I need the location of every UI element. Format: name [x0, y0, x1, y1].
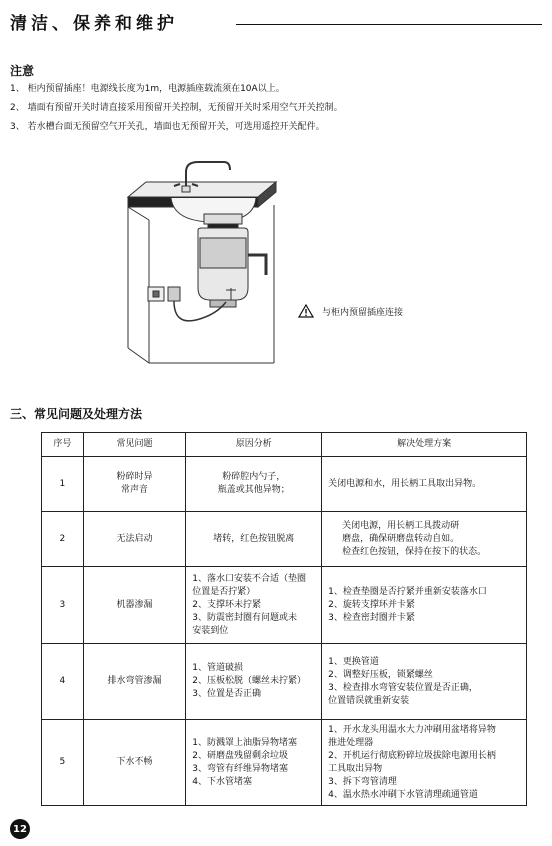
cell-no: 4 — [42, 644, 84, 720]
cause-line: 2、压板松脱（螺丝未拧紧） — [192, 676, 306, 686]
solution-line: 3、检查密封圈并卡紧 — [328, 612, 415, 623]
table-row — [42, 512, 527, 567]
notice-item-2: 2、 墙面有预留开关时请直接采用预留开关控制，无预留开关时采用空气开关控制。 — [10, 103, 343, 113]
table-row — [42, 457, 527, 512]
table-row — [42, 644, 527, 720]
problem-line: 无法启动 — [116, 533, 153, 544]
solution-line: 2、开机运行彻底粉碎垃圾拔除电源用长柄 — [328, 750, 496, 761]
solution-line: 关闭电源和水，用长柄工具取出异物。 — [328, 478, 482, 489]
cell-solution — [322, 720, 527, 806]
solution-line: 位置错误就重新安装 — [328, 695, 410, 706]
warning-triangle-icon — [298, 304, 314, 318]
problem-line: 常声音 — [121, 485, 149, 495]
cause-line: 3、位置是否正确 — [192, 689, 261, 699]
problem-line: 排水弯管渗漏 — [107, 676, 162, 686]
cell-problem — [83, 644, 185, 720]
installation-illustration — [126, 150, 291, 375]
table-row — [42, 720, 527, 806]
cell-problem — [83, 720, 185, 806]
table-row — [42, 567, 527, 644]
cell-no: 5 — [42, 720, 84, 806]
cause-line: 3、弯管有纤维异物堵塞 — [192, 763, 288, 774]
problem-line: 机器渗漏 — [116, 599, 153, 610]
notice-item-3: 3、 若水槽台面无预留空气开关孔，墙面也无预留开关，可选用遥控开关配件。 — [10, 122, 325, 132]
cause-line: 粉碎腔内勺子， — [222, 472, 286, 482]
solution-line: 磨盘，确保研磨盘转动自如。 — [342, 533, 460, 544]
notice-item-1: 1、 柜内预留插座！电源线长度为1m，电源插座载流须在10A以上。 — [10, 84, 285, 94]
cause-line: 安装到位 — [192, 625, 229, 636]
solution-line: 3、检查排水弯管安装位置是否正确， — [328, 682, 478, 693]
section-heading-troubleshooting: 三、常见问题及处理方法 — [10, 407, 143, 421]
page-number-badge: 12 — [10, 819, 30, 839]
cell-solution — [322, 512, 527, 567]
cell-problem — [83, 567, 185, 644]
title-rule — [236, 24, 542, 25]
cause-line: 瓶盖或其他异物； — [217, 485, 290, 495]
cause-line: 堵转，红色按钮脱离 — [213, 533, 295, 544]
solution-line: 关闭电源，用长柄工具拨动研 — [342, 520, 460, 531]
cell-problem — [83, 512, 185, 567]
cell-solution — [322, 457, 527, 512]
solution-line: 检查红色按钮，保持在按下的状态。 — [342, 546, 487, 557]
table-header-row — [42, 433, 527, 457]
cause-line: 1、落水口安装不合适（垫圈 — [192, 573, 306, 584]
cell-solution — [322, 567, 527, 644]
cause-line: 4、下水管堵塞 — [192, 776, 252, 787]
cell-solution — [322, 644, 527, 720]
cell-cause — [186, 457, 322, 512]
solution-line: 2、调整好压板，锁紧螺丝 — [328, 669, 433, 680]
cause-line: 1、管道破损 — [192, 663, 243, 673]
figure-caption — [298, 304, 403, 318]
solution-line: 3、拆下弯管清理 — [328, 776, 397, 787]
cell-cause — [186, 644, 322, 720]
solution-line: 工具取出异物 — [328, 763, 383, 774]
cell-problem — [83, 457, 185, 512]
header-solution: 解决处理方案 — [322, 433, 527, 457]
notice-heading: 注意 — [10, 64, 35, 78]
solution-line: 4、温水热水冲刷下水管清理疏通管道 — [328, 789, 478, 800]
cell-cause — [186, 567, 322, 644]
problem-line: 下水不畅 — [116, 757, 153, 767]
header-problem: 常见问题 — [83, 433, 185, 457]
solution-line: 1、开水龙头用温水大力冲刷用盆堵将异物 — [328, 724, 496, 735]
solution-line: 推进处理器 — [328, 737, 374, 748]
header-no: 序号 — [42, 433, 84, 457]
cell-no: 2 — [42, 512, 84, 567]
solution-line: 1、更换管道 — [328, 656, 379, 667]
cell-cause — [186, 512, 322, 567]
problem-line: 粉碎时异 — [116, 472, 153, 482]
cause-line: 2、支撑环未拧紧 — [192, 599, 261, 610]
troubleshooting-table — [41, 432, 527, 806]
cause-line: 3、防震密封圈有问题或未 — [192, 612, 297, 623]
solution-line: 1、检查垫圈是否拧紧并重新安装落水口 — [328, 586, 487, 597]
cause-line: 2、研磨盘残留剩余垃圾 — [192, 750, 288, 761]
page-title: 清洁、保养和维护 — [10, 14, 178, 34]
cell-no: 3 — [42, 567, 84, 644]
cause-line: 位置是否拧紧） — [192, 586, 256, 597]
header-cause: 原因分析 — [186, 433, 322, 457]
solution-line: 2、旋转支撑环并卡紧 — [328, 599, 415, 610]
cell-cause — [186, 720, 322, 806]
cause-line: 1、防溅罩上油脂异物堵塞 — [192, 737, 297, 748]
notice-list — [10, 80, 343, 137]
caption-text: 与柜内预留插座连接 — [322, 307, 404, 318]
cell-no: 1 — [42, 457, 84, 512]
